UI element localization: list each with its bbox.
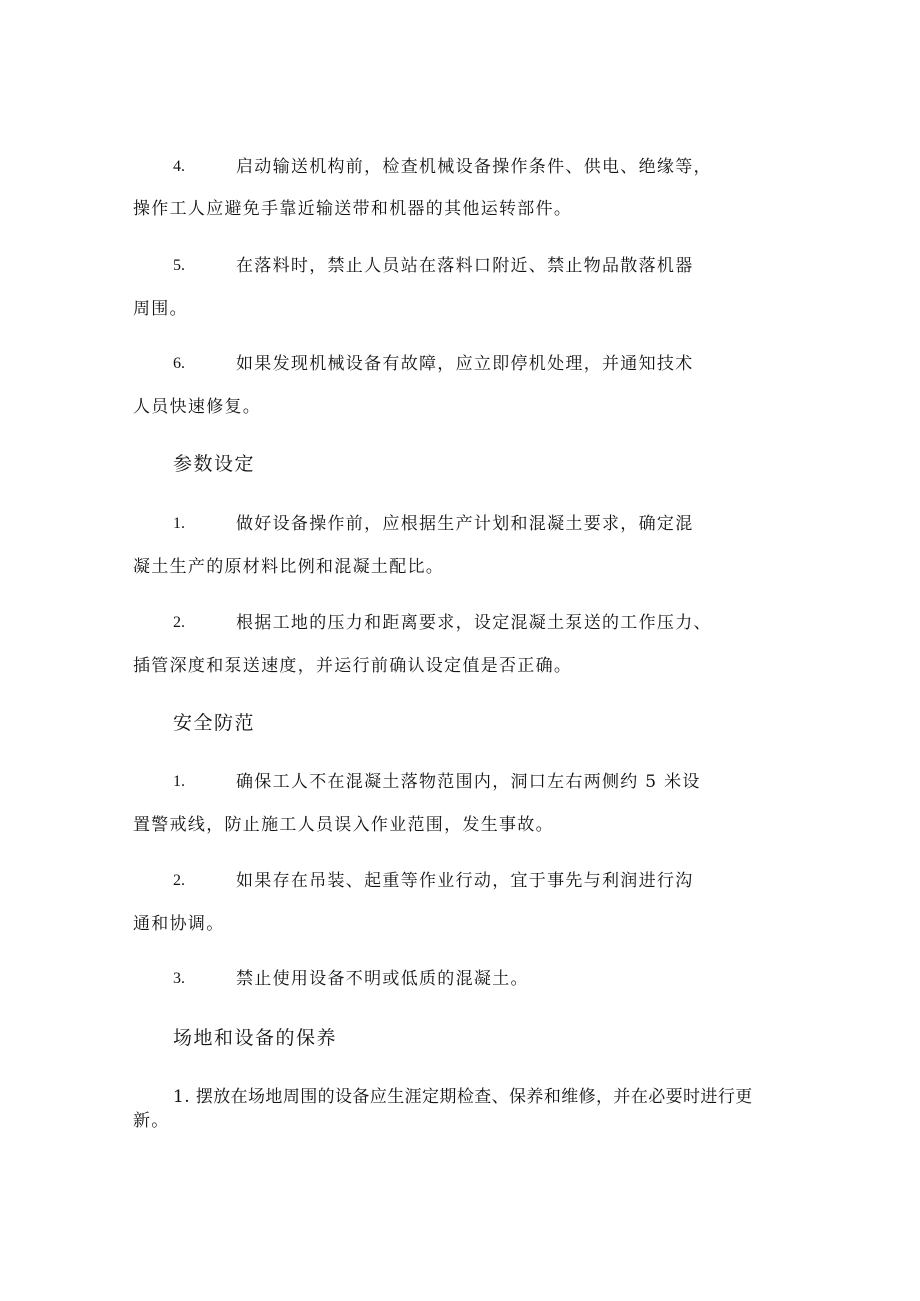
item-number: 6. <box>173 355 185 372</box>
section-heading: 场地和设备的保养 <box>173 1027 338 1049</box>
item-text-line: 如果发现机械设备有故障，应立即停机处理，并通知技术 <box>236 354 694 374</box>
item-text-line: 确保工人不在混凝土落物范围内，洞口左右两侧约 5 米设 <box>236 772 701 792</box>
item-text-line: 禁止使用设备不明或低质的混凝土。 <box>236 969 529 989</box>
item-number: 2. <box>173 872 185 889</box>
item-text-line: 1. 摆放在场地周围的设备应生涯定期检查、保养和维修，并在必要时进行更 <box>173 1087 753 1107</box>
item-text-line: 启动输送机构前，检查机械设备操作条件、供电、绝缘等， <box>236 157 712 177</box>
item-number: 5. <box>173 257 185 274</box>
item-text-line: 周围。 <box>133 299 188 319</box>
item-text-line: 置警戒线，防止施工人员误入作业范围，发生事故。 <box>133 815 554 835</box>
item-number: 4. <box>173 158 185 175</box>
item-text-line: 插管深度和泵送速度，并运行前确认设定值是否正确。 <box>133 656 573 676</box>
item-text-line: 如果存在吊装、起重等作业行动，宜于事先与利润进行沟 <box>236 871 694 891</box>
item-number: 2. <box>173 614 185 631</box>
section-heading: 安全防范 <box>173 712 256 734</box>
item-text-line: 人员快速修复。 <box>133 397 262 417</box>
item-text-line: 做好设备操作前，应根据生产计划和混凝土要求，确定混 <box>236 514 694 534</box>
item-text-line: 通和协调。 <box>133 914 225 934</box>
section-heading: 参数设定 <box>173 453 256 475</box>
item-text-line: 新。 <box>133 1111 170 1131</box>
item-text-line: 根据工地的压力和距离要求，设定混凝土泵送的工作压力、 <box>236 613 712 633</box>
item-number: 1. <box>173 515 185 532</box>
item-text-line: 在落料时，禁止人员站在落料口附近、禁止物品散落机器 <box>236 256 694 276</box>
item-text-line: 操作工人应避免手靠近输送带和机器的其他运转部件。 <box>133 199 573 219</box>
item-text-line: 凝土生产的原材料比例和混凝土配比。 <box>133 557 445 577</box>
item-number: 3. <box>173 970 185 987</box>
item-number: 1. <box>173 773 185 790</box>
